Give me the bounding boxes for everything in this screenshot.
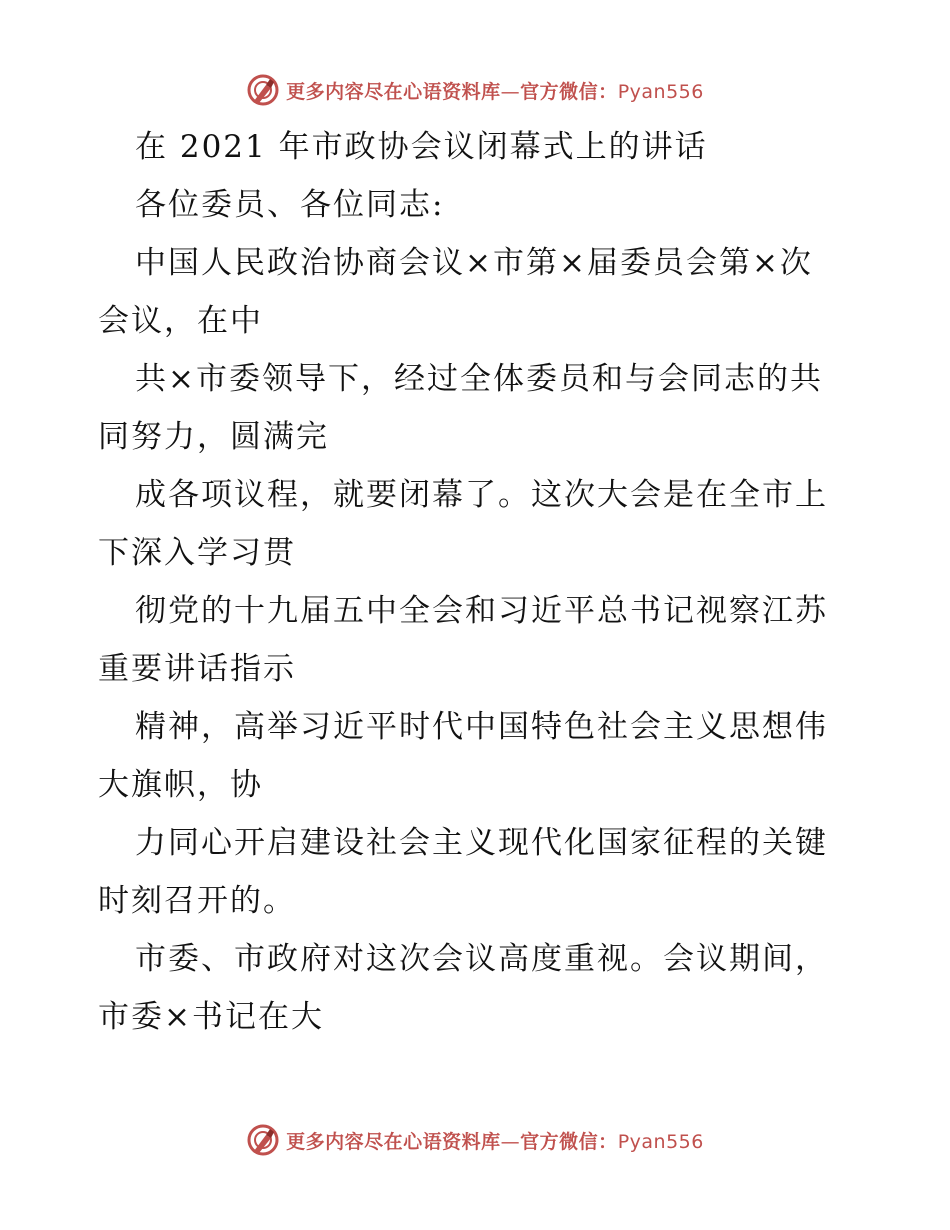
paragraph-line: 成各项议程，就要闭幕了。这次大会是在全市上 — [135, 477, 828, 513]
pen-logo-icon — [246, 73, 280, 107]
footer-banner-wechat-label: 官方微信： — [520, 1130, 618, 1153]
paragraph-line: 同努力，圆满完 — [98, 419, 329, 455]
paragraph-line: 重要讲话指示 — [98, 651, 296, 687]
pen-logo-icon — [246, 1123, 280, 1157]
footer-banner-dash: — — [500, 1130, 521, 1153]
footer-banner-text — [286, 1127, 704, 1154]
paragraph-line: 时刻召开的。 — [98, 883, 296, 919]
header-banner-main: 更多内容尽在心语资料库 — [286, 80, 501, 103]
footer-banner — [0, 1120, 950, 1160]
document-body — [98, 118, 858, 1046]
paragraph-line: 会议，在中 — [98, 303, 263, 339]
paragraph-line: 共×市委领导下，经过全体委员和与会同志的共 — [135, 361, 823, 397]
paragraph-line: 市委×书记在大 — [98, 999, 324, 1035]
paragraph-line: 精神，高举习近平时代中国特色社会主义思想伟 — [135, 709, 828, 745]
paragraph-line: 大旗帜，协 — [98, 767, 263, 803]
salutation: 各位委员、各位同志: — [135, 187, 445, 223]
footer-banner-main: 更多内容尽在心语资料库 — [286, 1130, 501, 1153]
paragraph-line: 中国人民政治协商会议×市第×届委员会第×次 — [135, 245, 813, 281]
paragraph-line: 市委、市政府对这次会议高度重视。会议期间， — [135, 941, 828, 977]
footer-banner-wechat-id: Pyan556 — [617, 1130, 704, 1153]
header-banner-wechat-label: 官方微信： — [520, 80, 618, 103]
paragraph-line: 彻党的十九届五中全会和习近平总书记视察江苏 — [135, 593, 828, 629]
paragraph-line: 下深入学习贯 — [98, 535, 296, 571]
header-banner-wechat-id: Pyan556 — [617, 80, 704, 103]
document-title: 在 2021 年市政协会议闭幕式上的讲话 — [135, 129, 708, 165]
header-banner-dash: — — [500, 80, 521, 103]
header-banner-text — [286, 77, 704, 104]
header-banner — [0, 70, 950, 110]
paragraph-line: 力同心开启建设社会主义现代化国家征程的关键 — [135, 825, 828, 861]
